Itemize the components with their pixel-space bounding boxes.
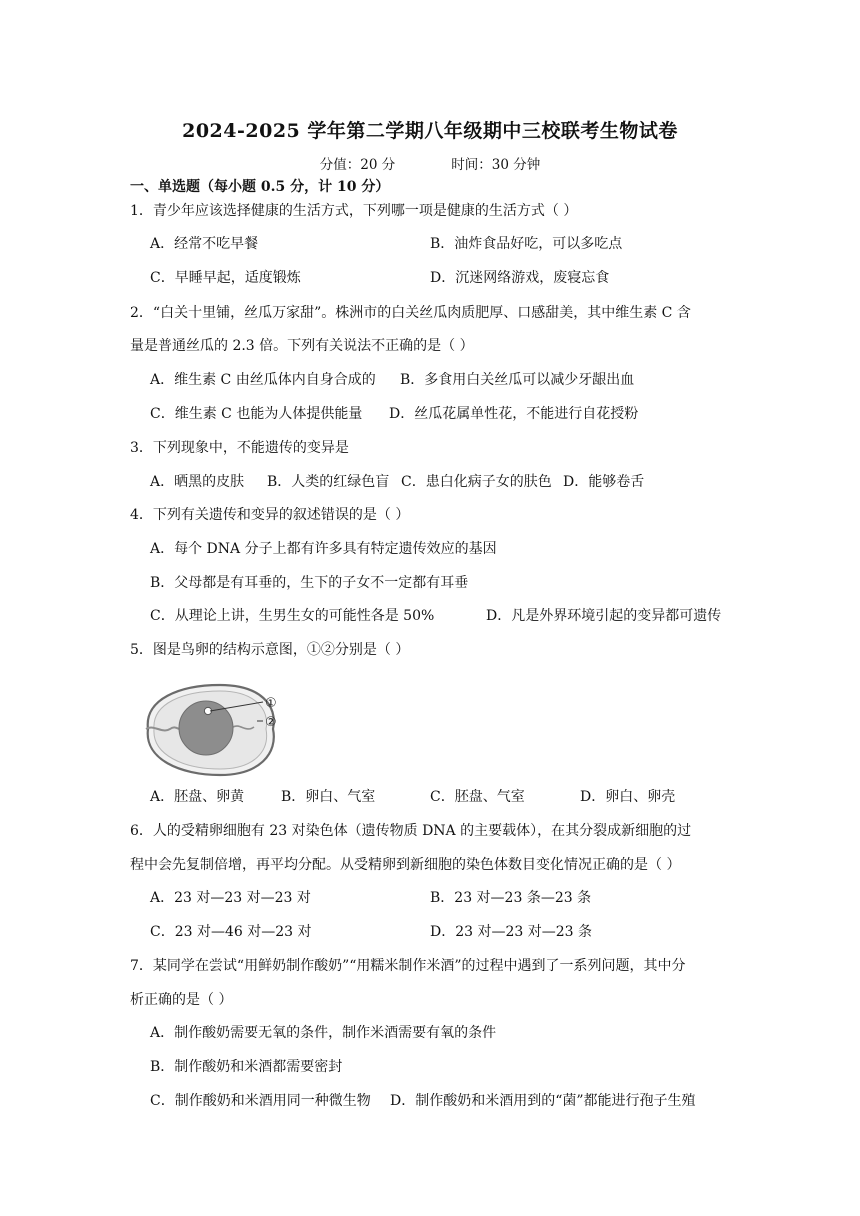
question-3-option-d: D．能够卷舌	[563, 474, 645, 490]
question-3-option-b: B．人类的红绿色盲	[267, 474, 390, 490]
figure-label-2: ②	[265, 715, 277, 730]
question-1-option-c: C．早睡早起，适度锻炼	[150, 270, 301, 286]
question-7-option-a: A．制作酸奶需要无氧的条件，制作米酒需要有氧的条件	[150, 1025, 497, 1041]
question-1-stem: 1．青少年应该选择健康的生活方式，下列哪一项是健康的生活方式（ ）	[130, 203, 578, 219]
question-2-option-d: D．丝瓜花属单性花，不能进行自花授粉	[389, 406, 639, 422]
question-3-stem: 3．下列现象中，不能遗传的变异是	[130, 440, 349, 456]
question-6-option-a: A．23 对—23 对—23 对	[150, 890, 311, 906]
question-7-stem-line-1: 7．某同学在尝试“用鲜奶制作酸奶”“用糯米制作米酒”的过程中遇到了一系列问题，其中分	[130, 958, 686, 974]
question-6-stem-line-1: 6．人的受精卵细胞有 23 对染色体（遗传物质 DNA 的主要载体），在其分裂成新细胞的过	[130, 823, 692, 839]
question-3-option-c: C．患白化病子女的肤色	[401, 474, 552, 490]
question-5-stem: 5．图是鸟卵的结构示意图，①②分别是（ ）	[130, 642, 410, 658]
question-5-option-b: B．卵白、气室	[281, 789, 376, 805]
question-1-option-b: B．油炸食品好吃，可以多吃点	[430, 236, 623, 252]
question-2-stem-line-2: 量是普通丝瓜的 2.3 倍。下列有关说法不正确的是（ ）	[130, 338, 474, 354]
question-2-stem-line-1: 2．“白关十里铺，丝瓜万家甜”。株洲市的白关丝瓜肉质肥厚、口感甜美，其中维生素 C 含	[130, 305, 691, 321]
question-7-option-c: C．制作酸奶和米酒用同一种微生物	[150, 1093, 371, 1109]
question-6-option-c: C．23 对—46 对—23 对	[150, 924, 312, 940]
question-5-option-c: C．胚盘、气室	[430, 789, 525, 805]
question-3-option-a: A．晒黑的皮肤	[150, 474, 245, 490]
question-2-option-b: B．多食用白关丝瓜可以减少牙龈出血	[400, 372, 635, 388]
exam-meta	[0, 153, 860, 173]
question-7-option-d: D．制作酸奶和米酒用到的“菌”都能进行孢子生殖	[390, 1093, 696, 1109]
section-title: 一、单选题（每小题 0.5 分，计 10 分）	[130, 179, 390, 195]
question-4-option-b: B．父母都是有耳垂的，生下的子女不一定都有耳垂	[150, 575, 469, 591]
time-label: 时间：30 分钟	[451, 157, 541, 173]
exam-title: 2024-2025 学年第二学期八年级期中三校联考生物试卷	[182, 120, 678, 142]
question-5-option-d: D．卵白、卵壳	[580, 789, 676, 805]
question-2-option-a: A．维生素 C 由丝瓜体内自身合成的	[150, 372, 376, 388]
figure-label-1: ①	[265, 696, 277, 711]
question-2-option-c: C．维生素 C 也能为人体提供能量	[150, 406, 363, 422]
question-6-stem-line-2: 程中会先复制倍增，再平均分配。从受精卵到新细胞的染色体数目变化情况正确的是（ ）	[130, 857, 681, 873]
question-4-option-a: A．每个 DNA 分子上都有许多具有特定遗传效应的基因	[150, 541, 497, 557]
question-1-option-a: A．经常不吃早餐	[150, 236, 259, 252]
score-label: 分值：20 分	[319, 157, 396, 173]
question-1-option-d: D．沉迷网络游戏，废寝忘食	[430, 270, 610, 286]
bird-egg-diagram	[130, 677, 300, 782]
question-7-option-b: B．制作酸奶和米酒都需要密封	[150, 1059, 343, 1075]
question-4-stem: 4．下列有关遗传和变异的叙述错误的是（ ）	[130, 507, 410, 523]
question-5-option-a: A．胚盘、卵黄	[150, 789, 245, 805]
question-6-option-d: D．23 对—23 对—23 条	[430, 924, 593, 940]
question-7-stem-line-2: 析正确的是（ ）	[130, 992, 233, 1008]
question-4-option-d: D．凡是外界环境引起的变异都可遗传	[486, 608, 722, 624]
question-6-option-b: B．23 对—23 条—23 条	[430, 890, 592, 906]
question-4-option-c: C．从理论上讲，生男生女的可能性各是 50%	[150, 608, 435, 624]
